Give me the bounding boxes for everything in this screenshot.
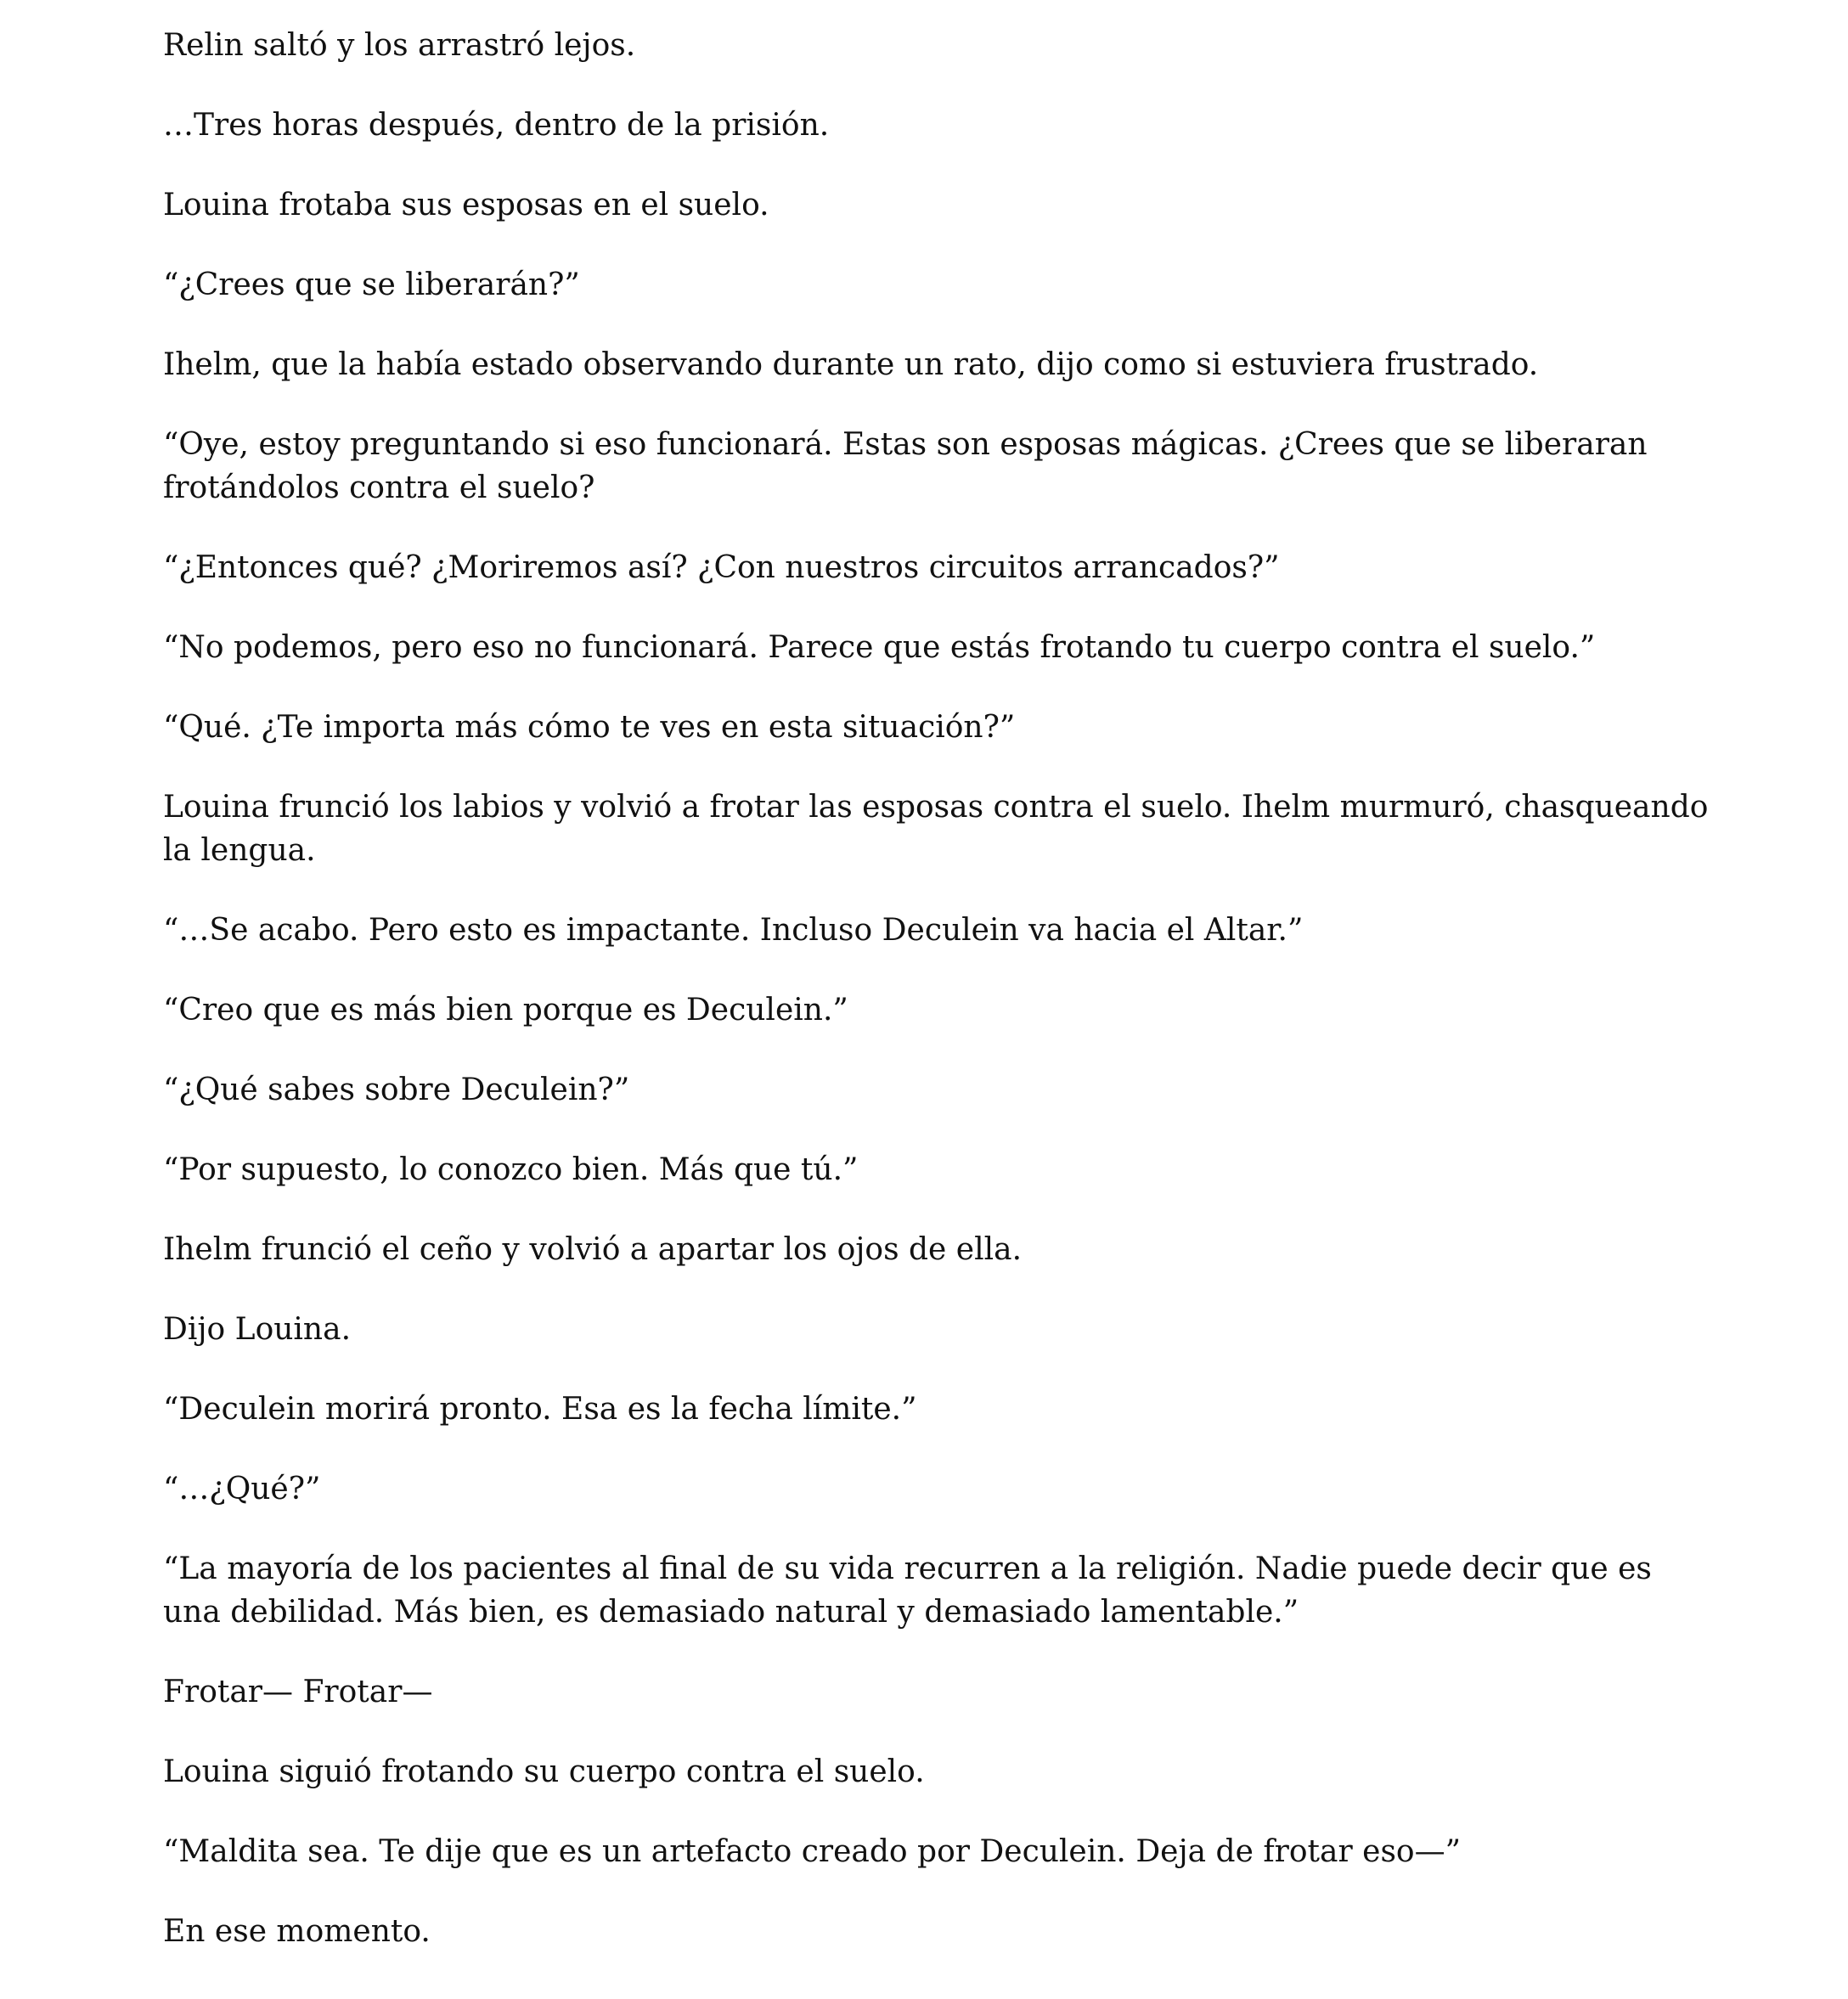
paragraph: Louina siguió frotando su cuerpo contra el suelo. [163,1754,925,1789]
paragraph: Ihelm, que la había estado observando durante un rato, dijo como si estuviera frustrado. [163,347,1539,382]
paragraph: “Qué. ¿Te importa más cómo te ves en esta situación?” [163,710,1016,745]
paragraph: “Maldita sea. Te dije que es un artefacto creado por Deculein. Deja de frotar eso—” [163,1834,1461,1869]
paragraph: “No podemos, pero eso no funcionará. Parece que estás frotando tu cuerpo contra el suelo.” [163,630,1596,665]
paragraph: Relin saltó y los arrastró lejos. [163,28,636,63]
paragraph: En ese momento. [163,1914,431,1949]
paragraph: “Creo que es más bien porque es Deculein.” [163,993,848,1028]
paragraph: Louina frotaba sus esposas en el suelo. [163,188,769,222]
paragraph: “Deculein morirá pronto. Esa es la fecha límite.” [163,1392,917,1427]
paragraph: Frotar— Frotar— [163,1675,433,1709]
paragraph: “…¿Qué?” [163,1472,321,1506]
document-body [163,24,1709,1990]
paragraph: “¿Qué sabes sobre Deculein?” [163,1073,630,1107]
paragraph: “¿Crees que se liberarán?” [163,267,580,302]
paragraph: “La mayoría de los pacientes al final de su vida recurren a la religión. Nadie puede decir que es una debilidad. Más bien, es demasiado natural y demasiado lamentable.” [163,1551,1652,1630]
paragraph: “Por supuesto, lo conozco bien. Más que tú.” [163,1152,859,1187]
paragraph: “…Se acabo. Pero esto es impactante. Incluso Deculein va hacia el Altar.” [163,913,1304,948]
paragraph: Dijo Louina. [163,1312,352,1347]
paragraph: Louina frunció los labios y volvió a frotar las esposas contra el suelo. Ihelm murmuró, chasqueando la lengua. [163,790,1709,868]
paragraph: “Oye, estoy preguntando si eso funcionará. Estas son esposas mágicas. ¿Crees que se liberaran frotándolos contra el suelo? [163,427,1648,505]
paragraph: …Tres horas después, dentro de la prisión. [163,108,830,143]
paragraph: Ihelm frunció el ceño y volvió a apartar los ojos de ella. [163,1232,1023,1267]
paragraph: “¿Entonces qué? ¿Moriremos así? ¿Con nuestros circuitos arrancados?” [163,550,1280,585]
